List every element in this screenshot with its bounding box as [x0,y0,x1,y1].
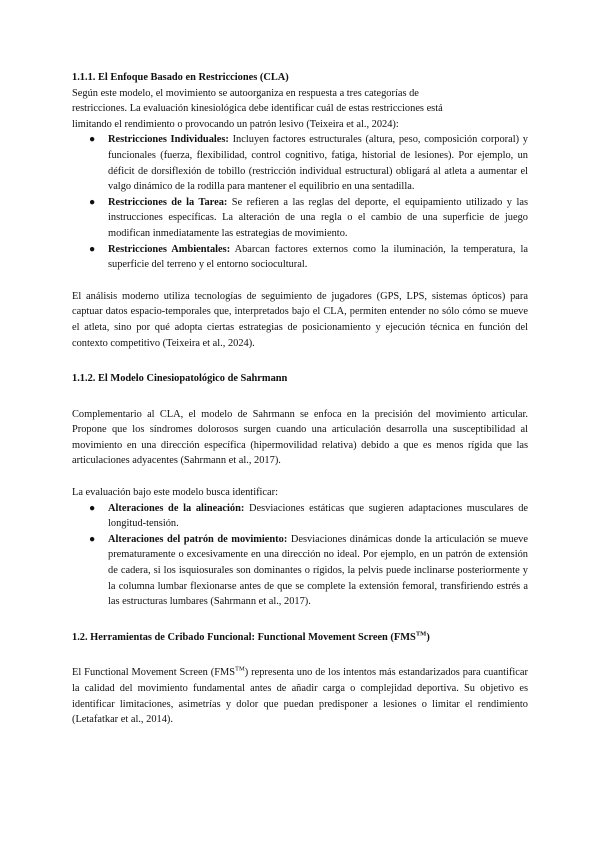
term-task: Restricciones de la Tarea: [108,196,228,208]
desc-environmental: Abarcan factores externos como la iluminación, la temperatura, la superficie del terreno y el entorno sociocultural. [108,243,528,271]
bullet-icon: ● [89,243,96,255]
section-heading-cla: 1.1.1. El Enfoque Basado en Restricciones (CLA) [72,72,289,83]
paragraph-sahrmann: Complementario al CLA, el modelo de Sahrmann se enfoca en la precisión del movimiento articular. Propone que los síndromes dolorosos surgen cuando una articulación desarrolla una susceptibilidad al movimiento en una dirección específica (hipermovilidad relativa) debido a que es menos rígida que las articulaciones adyacentes (Sahrmann et al., 2017). [72,408,528,467]
sahrmann-list [72,501,528,610]
bullet-icon: ● [89,533,96,545]
cla-intro-line-2: restricciones. La evaluación kinesiológica debe identificar cuál de estas restricciones está [72,103,443,115]
desc-movement-pattern: Desviaciones dinámicas donde la articulación se mueve prematuramente o excesivamente en una dirección no ideal. Por ejemplo, en un patrón de extensión de cadera, si los isquiosurales son dominantes o rígidos, la pelvis puede inclinarse posteriormente y la columna lumbar flexionarse antes de que se complete la extensión femoral, transfiriendo estrés a las estructuras lumbares (Sahrmann et al., 2017). [108,533,528,608]
fms-para-start: El Functional Movement Screen (FMS [72,667,235,679]
list-item-task [72,195,528,242]
paragraph-fms [72,665,528,727]
bullet-icon: ● [89,134,96,146]
paragraph-cla-analysis: El análisis moderno utiliza tecnologías de seguimiento de jugadores (GPS, LPS, sistemas ópticos) para captuar datos espacio-temporales que, interpretados bajo el CLA, permiten entender no sólo cómo se mueve el atleta, sino por qué adopta ciertas estrategias de posicionamiento y ejecución técnica en función del contexto competitivo (Teixeira et al., 2024). [72,290,528,349]
fms-heading-tm: TM [415,630,427,638]
fms-heading-end: ) [426,631,430,643]
section-heading-fms [72,630,528,646]
term-movement-pattern: Alteraciones del patrón de movimiento: [108,533,288,545]
paragraph-cla-intro [72,86,528,133]
list-item-movement-pattern [72,532,528,610]
cla-intro-line-1: Según este modelo, el movimiento se autoorganiza en respuesta a tres categorías de [72,87,419,99]
list-item-environmental [72,242,528,273]
fms-para-tm: TM [235,665,245,673]
cla-restrictions-list [72,132,528,272]
list-item-alignment [72,501,528,532]
bullet-icon: ● [89,502,96,514]
list-item-individual [72,132,528,194]
section-heading-sahrmann: 1.1.2. El Modelo Cinesiopatológico de Sahrmann [72,373,288,385]
bullet-icon: ● [89,196,96,208]
desc-task: Se refieren a las reglas del deporte, el equipamiento utilizado y las instrucciones específicas. La alteración de una regla o el cambio de una superficie de juego modifican inmediatamente las estrategias de movimiento. [108,196,528,239]
cla-intro-line-3: limitando el rendimiento o provocando un patrón lesivo (Teixeira et al., 2024): [72,118,399,130]
paragraph-sahrmann-intro: La evaluación bajo este modelo busca identificar: [72,487,278,499]
term-environmental: Restricciones Ambientales: [108,243,231,255]
fms-para-rest: ) representa uno de los intentos más estandarizados para cuantificar la calidad del movimiento fundamental antes de añadir carga o complejidad deportiva. Su objetivo es identificar limitaciones, asimetrías y dolor que puedan predisponer a lesiones o limitar el rendimiento (Letafatkar et al., 2014). [72,667,528,726]
desc-alignment: Desviaciones estáticas que sugieren adaptaciones musculares de longitud-tensión. [108,502,529,530]
fms-heading-text: 1.2. Herramientas de Cribado Funcional: Functional Movement Screen (FMS [72,631,416,643]
term-individual: Restricciones Individuales: [108,134,229,146]
document-page [72,70,528,728]
desc-individual: Incluyen factores estructurales (altura, peso, composición corporal) y funcionales (fuerza, flexibilidad, control cognitivo, fatiga, historial de lesiones). Por ejemplo, un déficit de dorsiflexión de tobillo (restricción individual estructural) obligará al atleta a aumentar el valgo dinámico de la rodilla para mantener el equilibrio en una sentadilla. [108,134,528,193]
term-alignment: Alteraciones de la alineación: [108,502,245,514]
